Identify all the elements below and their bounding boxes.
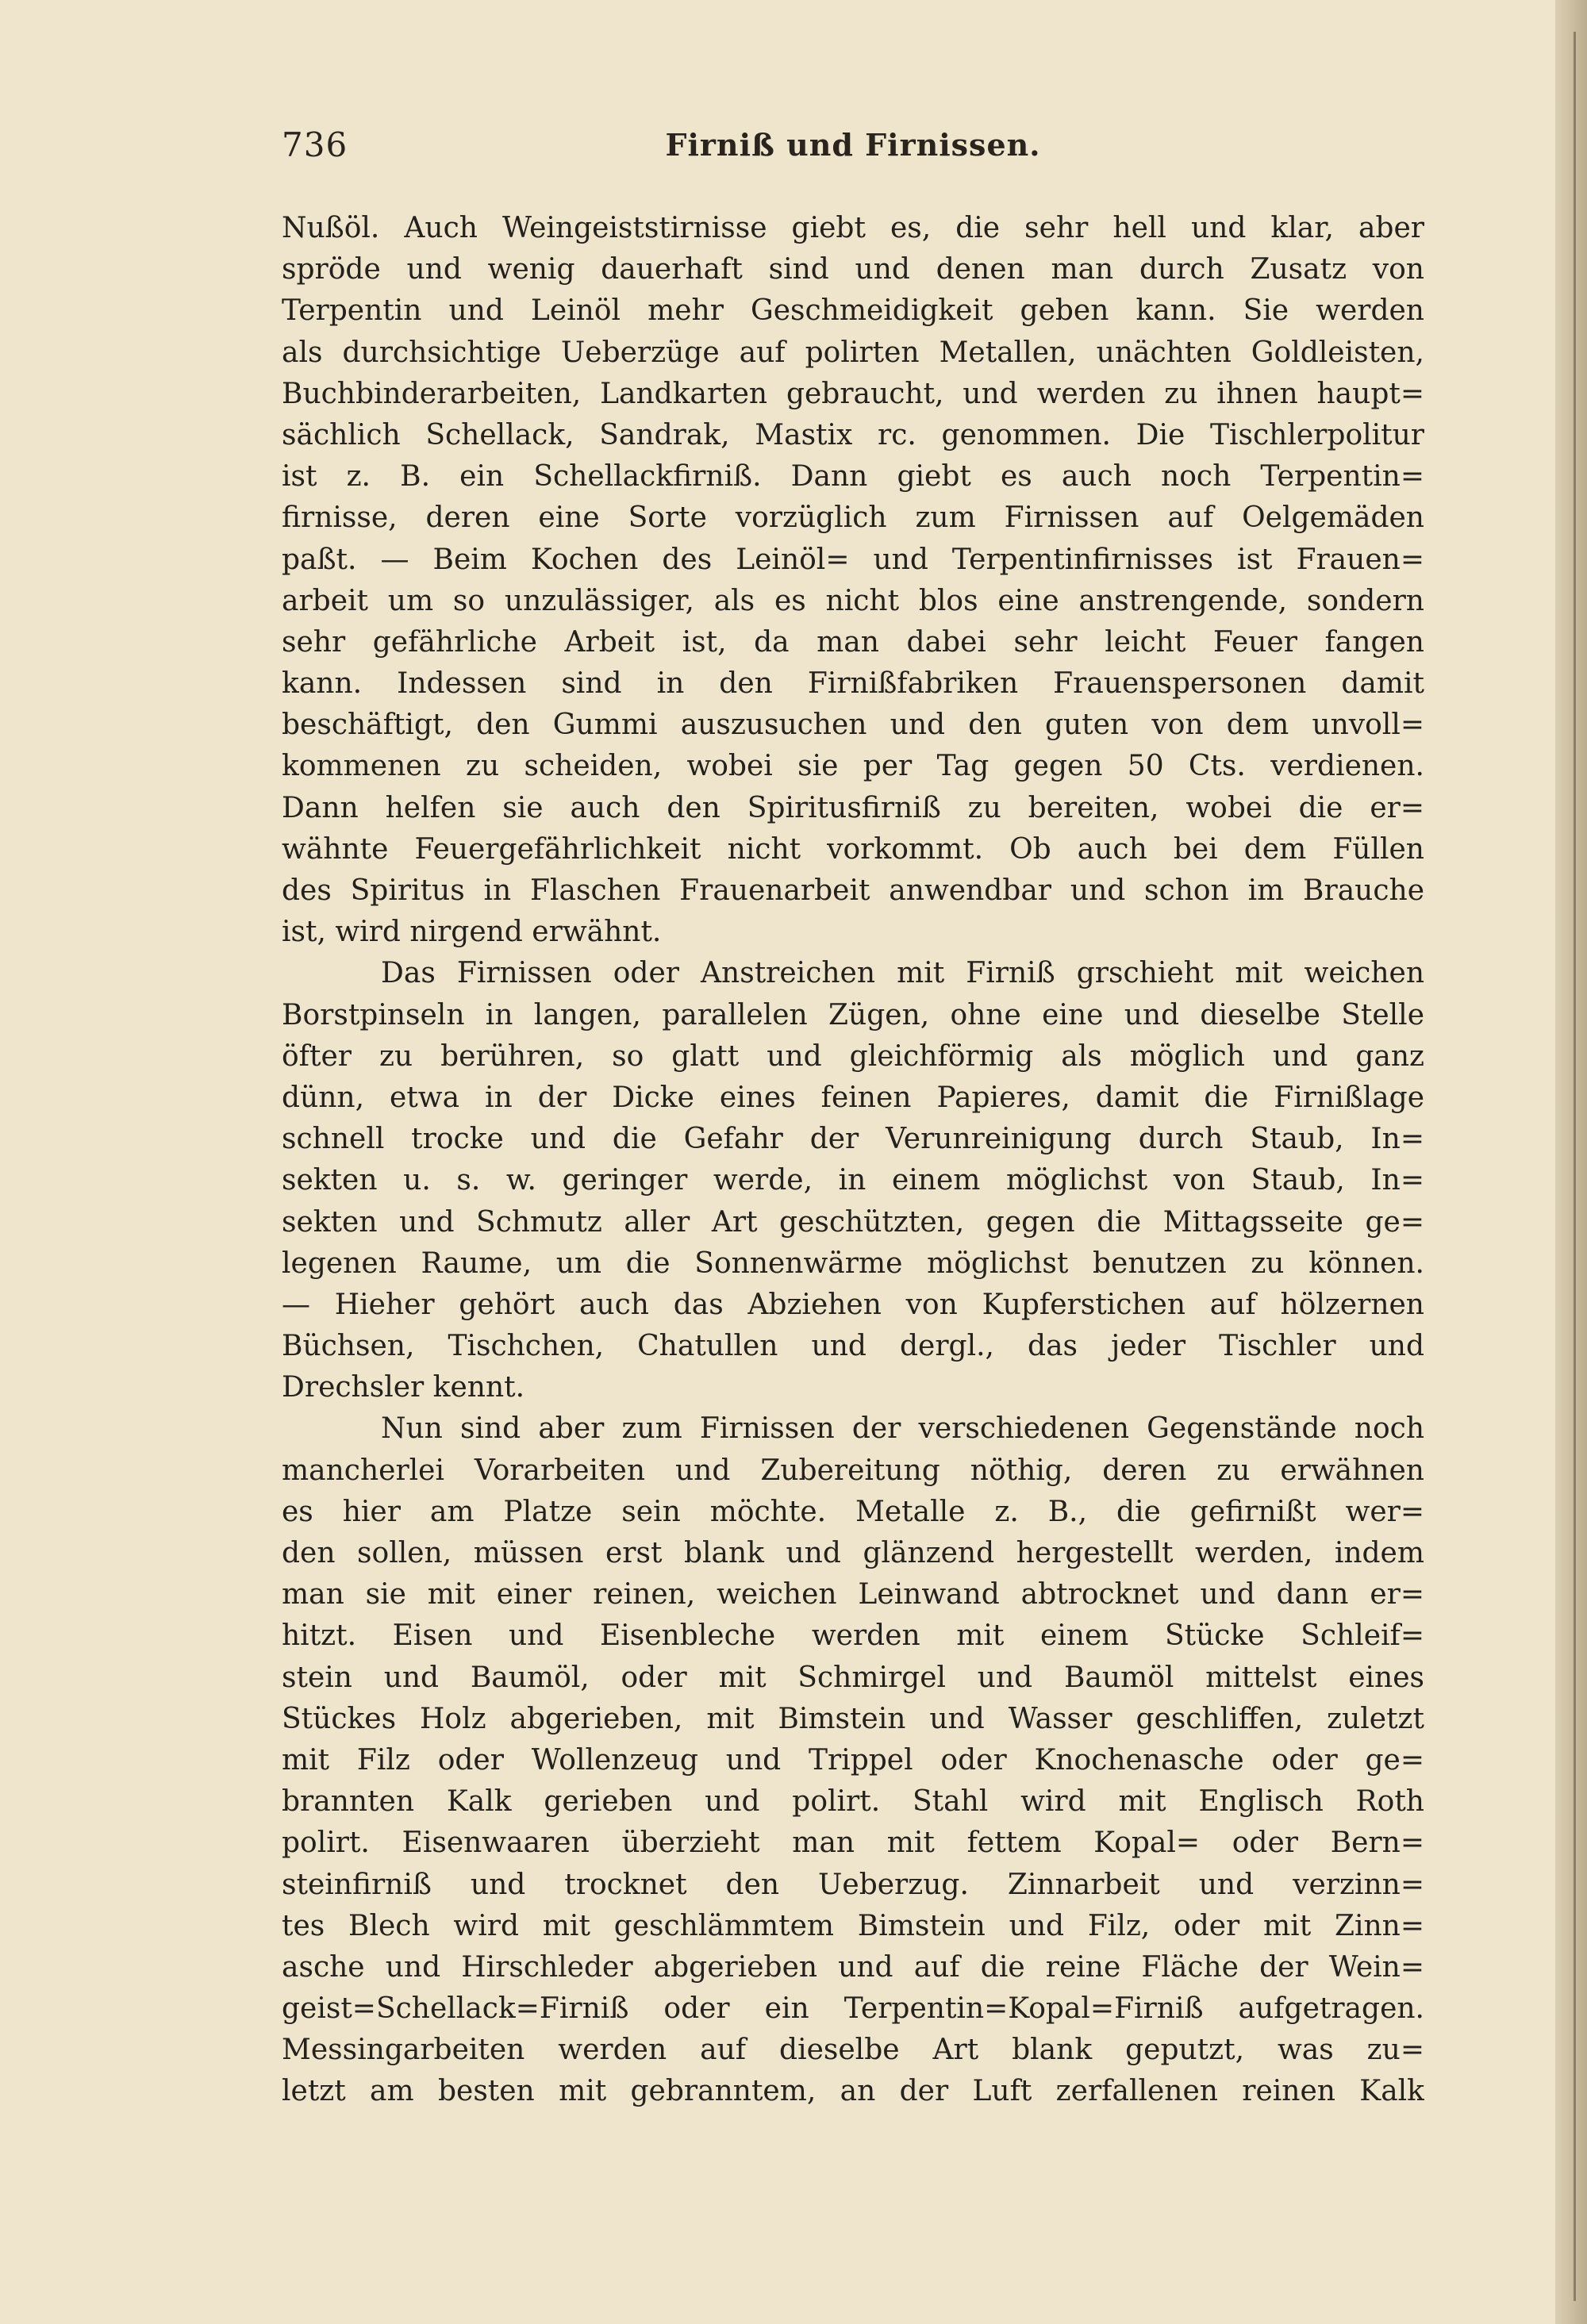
paragraph-1 [282, 208, 1424, 953]
paragraph-3 [282, 1408, 1424, 2112]
text-line: Nun sind aber zum Firnissen der verschiedenen Gegenstände noch [381, 1412, 1424, 1446]
text-line: Borstpinseln in langen, parallelen Zügen, ohne eine und dieselbe Stelle [282, 998, 1424, 1031]
text-line: dünn, etwa in der Dicke eines feinen Papieres, damit die Firnißlage [282, 1081, 1424, 1114]
text-line: spröde und wenig dauerhaft sind und denen man durch Zusatz von [282, 253, 1424, 286]
text-line: letzt am besten mit gebranntem, an der Luft zerfallenen reinen Kalk [282, 2075, 1424, 2108]
text-line: ist, wird nirgend erwähnt. [282, 916, 662, 949]
text-line: sächlich Schellack, Sandrak, Mastix rc. genommen. Die Tischlerpolitur [282, 418, 1424, 451]
text-line: brannten Kalk gerieben und polirt. Stahl wird mit Englisch Roth [282, 1785, 1424, 1819]
text-line: sehr gefährliche Arbeit ist, da man dabei sehr leicht Feuer fangen [282, 625, 1424, 659]
text-line: Nußöl. Auch Weingeiststirnisse giebt es, die sehr hell und klar, aber [282, 212, 1424, 244]
text-line: tes Blech wird mit geschlämmtem Bimstein und Filz, oder mit Zinn= [282, 1909, 1424, 1942]
text-line: es hier am Platze sein möchte. Metalle z. B., die gefirnißt wer= [282, 1495, 1424, 1528]
text-line: des Spiritus in Flaschen Frauenarbeit anwendbar und schon im Brauche [282, 874, 1424, 907]
text-line: paßt. — Beim Kochen des Leinöl= und Terpentinfirnisses ist Frauen= [282, 543, 1424, 576]
text-line: als durchsichtige Ueberzüge auf polirten Metallen, unächten Goldleisten, [282, 336, 1424, 369]
text-line: Büchsen, Tischchen, Chatullen und dergl., das jeder Tischler und [282, 1330, 1424, 1363]
text-line: polirt. Eisenwaaren überzieht man mit fettem Kopal= oder Bern= [282, 1827, 1424, 1860]
text-line: geist=Schellack=Firniß oder ein Terpentin=Kopal=Firniß aufgetragen. [282, 1992, 1424, 2026]
text-line: sekten und Schmutz aller Art geschützten, gegen die Mittagsseite ge= [282, 1205, 1424, 1239]
text-line: hitzt. Eisen und Eisenbleche werden mit einem Stücke Schleif= [282, 1619, 1424, 1653]
text-line: kann. Indessen sind in den Firnißfabriken Frauenspersonen damit [282, 667, 1424, 701]
text-line: öfter zu berühren, so glatt und gleichförmig als möglich und ganz [282, 1039, 1424, 1073]
text-line: mancherlei Vorarbeiten und Zubereitung nöthig, deren zu erwähnen [282, 1454, 1424, 1487]
text-line: Das Firnissen oder Anstreichen mit Firniß grschieht mit weichen [381, 957, 1424, 990]
text-line: firnisse, deren eine Sorte vorzüglich zum Firnissen auf Oelgemäden [282, 501, 1424, 535]
text-line: — Hieher gehört auch das Abziehen von Kupferstichen auf hölzernen [282, 1288, 1424, 1321]
text-line: sekten u. s. w. geringer werde, in einem möglichst von Staub, In= [282, 1164, 1424, 1197]
text-line: Stückes Holz abgerieben, mit Bimstein und Wasser geschliffen, zuletzt [282, 1702, 1424, 1735]
text-line: mit Filz oder Wollenzeug und Trippel oder Knochenasche oder ge= [282, 1743, 1424, 1777]
text-line: stein und Baumöl, oder mit Schmirgel und Baumöl mittelst eines [282, 1661, 1424, 1694]
text-line: legenen Raume, um die Sonnenwärme möglichst benutzen zu können. [282, 1247, 1424, 1280]
text-line: steinfirniß und trocknet den Ueberzug. Zinnarbeit und verzinn= [282, 1868, 1424, 1901]
text-line: ist z. B. ein Schellackfirniß. Dann giebt es auch noch Terpentin= [282, 460, 1424, 494]
body-text [282, 208, 1424, 2113]
paragraph-2 [282, 953, 1424, 1408]
text-line: den sollen, müssen erst blank und glänzend hergestellt werden, indem [282, 1537, 1424, 1569]
text-line: Drechsler kennt. [282, 1371, 525, 1404]
text-line: schnell trocke und die Gefahr der Verunreinigung durch Staub, In= [282, 1123, 1424, 1156]
text-line: Messingarbeiten werden auf dieselbe Art blank geputzt, was zu= [282, 2034, 1424, 2067]
text-line: man sie mit einer reinen, weichen Leinwand abtrocknet und dann er= [282, 1578, 1424, 1611]
text-line: arbeit um so unzulässiger, als es nicht blos eine anstrengende, sondern [282, 584, 1424, 617]
page-number: 736 [282, 125, 348, 164]
text-line: Terpentin und Leinöl mehr Geschmeidigkeit geben kann. Sie werden [282, 294, 1424, 328]
page-edge-rule [1574, 32, 1576, 2301]
text-line: Dann helfen sie auch den Spiritusfirniß zu bereiten, wobei die er= [282, 791, 1424, 824]
page-edge [1555, 0, 1587, 2324]
text-line: Buchbinderarbeiten, Landkarten gebraucht, und werden zu ihnen haupt= [282, 377, 1424, 410]
page-header [282, 125, 1424, 173]
text-line: kommenen zu scheiden, wobei sie per Tag gegen 50 Cts. verdienen. [282, 750, 1424, 783]
text-line: beschäftigt, den Gummi auszusuchen und den guten von dem unvoll= [282, 709, 1424, 742]
text-line: wähnte Feuergefährlichkeit nicht vorkommt. Ob auch bei dem Füllen [282, 832, 1424, 866]
text-line: asche und Hirschleder abgerieben und auf die reine Fläche der Wein= [282, 1950, 1424, 1984]
running-title: Firniß und Firnissen. [665, 127, 1041, 163]
